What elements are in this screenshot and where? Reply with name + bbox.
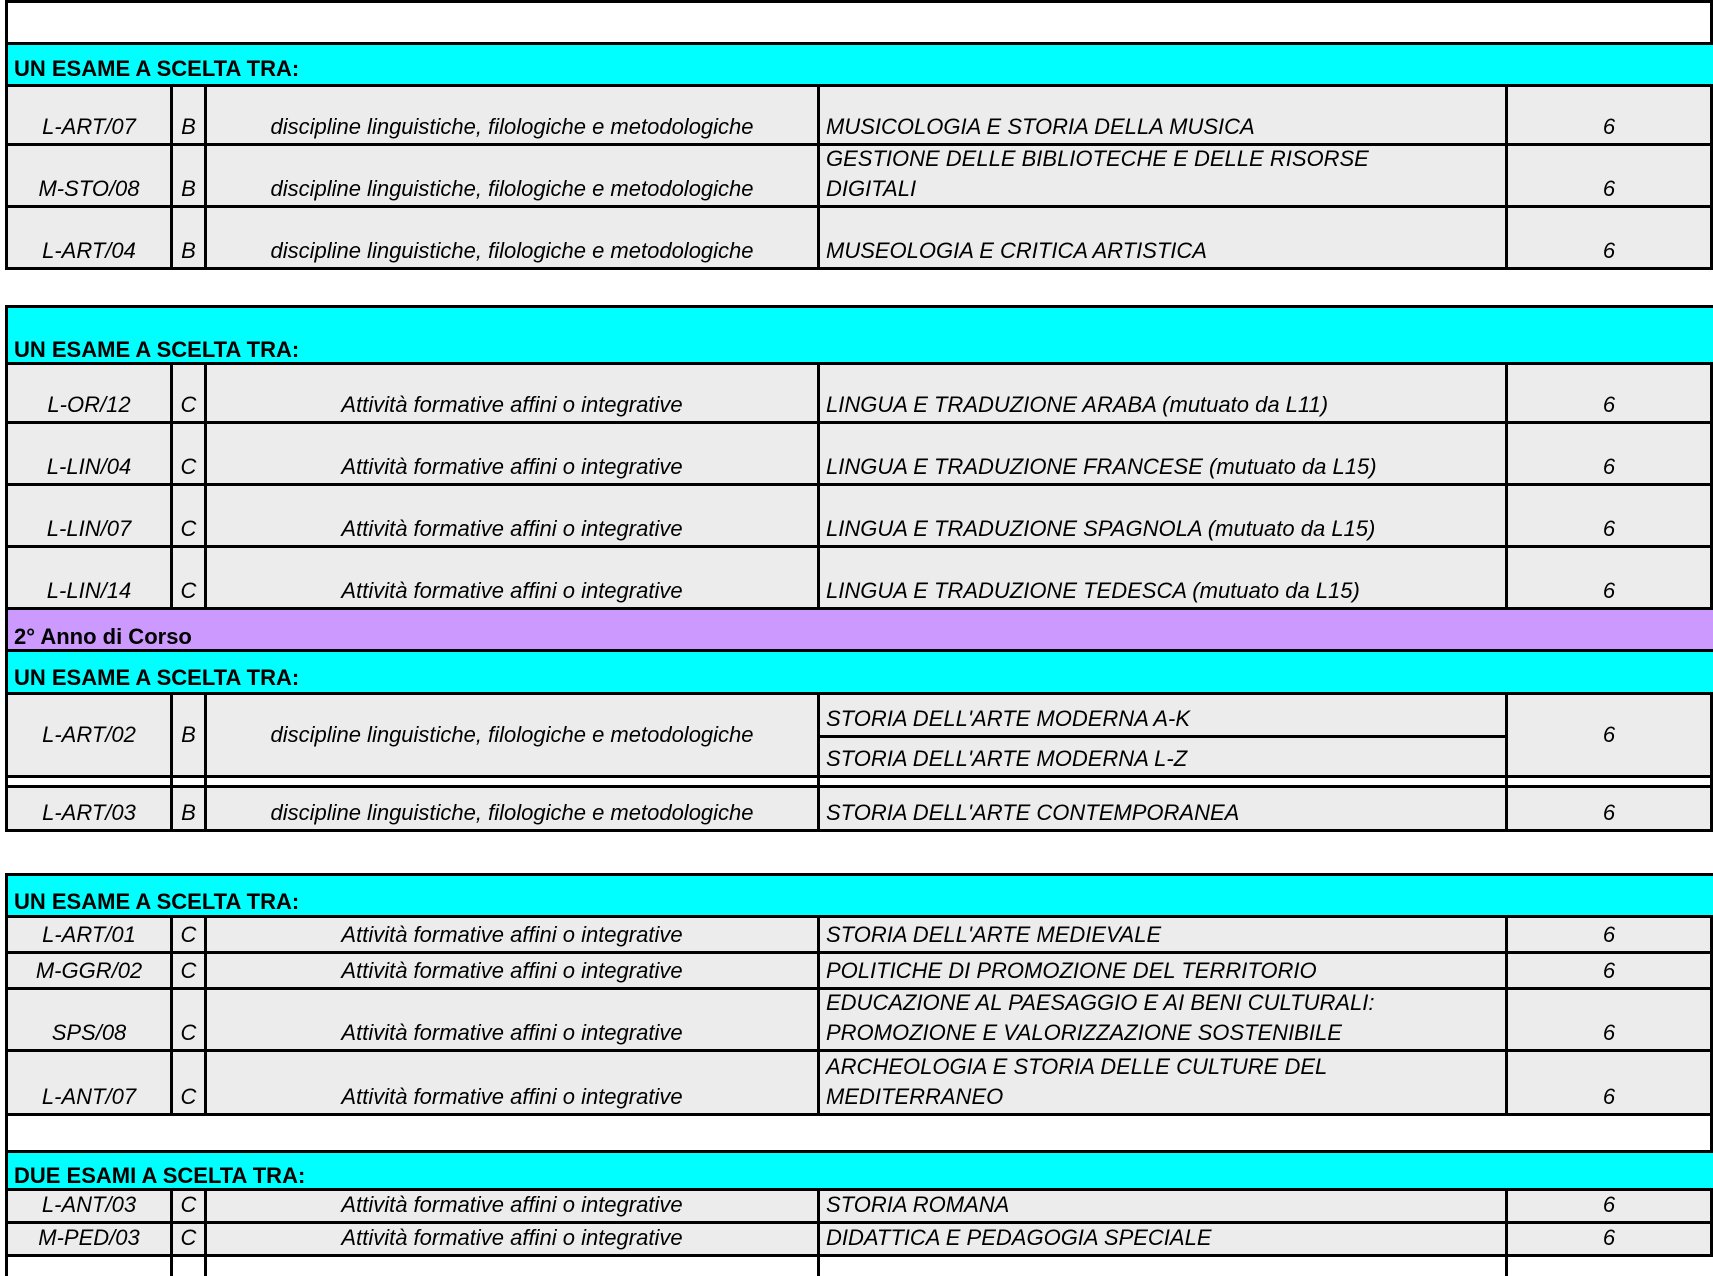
type-cell: C: [170, 1224, 204, 1257]
section-header: [5, 1150, 1713, 1191]
table-row: [5, 692, 1713, 778]
ssd-code-cell: L-ANT/03: [5, 1191, 170, 1224]
course-cell: STORIA DELL'ARTE MEDIEVALE: [817, 918, 1505, 954]
area-cell: Attività formative affini o integrative: [204, 954, 817, 990]
section-header: [5, 873, 1713, 917]
type-cell: B: [170, 788, 204, 832]
cfu-cell: 6: [1505, 1191, 1713, 1224]
cfu-cell: 6: [1505, 548, 1713, 610]
course-cell: LINGUA E TRADUZIONE ARABA (mutuato da L11): [817, 365, 1505, 424]
course-cell: ARCHEOLOGIA E STORIA DELLE CULTURE DEL MEDITERRANEO: [817, 1052, 1505, 1116]
ssd-code-cell: L-LIN/04: [5, 424, 170, 486]
course-cell: DIDATTICA E PEDAGOGIA SPECIALE: [817, 1224, 1505, 1257]
area-cell: Attività formative affini o integrative: [204, 918, 817, 954]
type-cell: B: [170, 146, 204, 208]
area-cell: discipline linguistiche, filologiche e metodologiche: [204, 208, 817, 270]
ssd-code-cell: L-ART/02: [5, 695, 170, 778]
year-header: [5, 607, 1713, 652]
area-cell: Attività formative affini o integrative: [204, 365, 817, 424]
cfu-cell: 6: [1505, 918, 1713, 954]
ssd-code-cell: M-PED/03: [5, 1224, 170, 1257]
table-row: [5, 548, 1713, 610]
course-cell: POLITICHE DI PROMOZIONE DEL TERRITORIO: [817, 954, 1505, 990]
table-row: [5, 1052, 1713, 1116]
course-cell: STORIA DELL'ARTE MODERNA A-K: [817, 695, 1505, 738]
area-cell: discipline linguistiche, filologiche e metodologiche: [204, 695, 817, 778]
cfu-cell: 6: [1505, 1052, 1713, 1116]
cfu-cell: 6: [1505, 695, 1713, 778]
area-cell: Attività formative affini o integrative: [204, 1191, 817, 1224]
table-row: [5, 1188, 1713, 1224]
table-row: [5, 208, 1713, 270]
section-header-label: UN ESAME A SCELTA TRA:: [14, 56, 300, 81]
cfu-cell: 6: [1505, 146, 1713, 208]
section-header-label: DUE ESAMI A SCELTA TRA:: [14, 1163, 306, 1188]
ssd-code-cell: L-LIN/07: [5, 486, 170, 548]
blank-row: [5, 0, 1713, 42]
area-cell: Attività formative affini o integrative: [204, 1052, 817, 1116]
table-row: [5, 1224, 1713, 1257]
type-cell: C: [170, 954, 204, 990]
year-header-label: 2° Anno di Corso: [14, 624, 192, 649]
course-cell: MUSICOLOGIA E STORIA DELLA MUSICA: [817, 87, 1505, 146]
ssd-code-cell: L-ART/07: [5, 87, 170, 146]
course-cell: STORIA DELL'ARTE MODERNA L-Z: [817, 738, 1505, 778]
ssd-code-cell: L-ART/04: [5, 208, 170, 270]
blank-row: [5, 1116, 1713, 1152]
type-cell: C: [170, 918, 204, 954]
table-row: [5, 915, 1713, 954]
ssd-code-cell: L-ART/03: [5, 788, 170, 832]
type-cell: C: [170, 486, 204, 548]
course-cell: LINGUA E TRADUZIONE TEDESCA (mutuato da L15): [817, 548, 1505, 610]
area-cell: Attività formative affini o integrative: [204, 990, 817, 1052]
table-row: [5, 486, 1713, 548]
cfu-cell: 6: [1505, 87, 1713, 146]
cfu-cell: 6: [1505, 788, 1713, 832]
course-cell: LINGUA E TRADUZIONE SPAGNOLA (mutuato da L15): [817, 486, 1505, 548]
section-header-label: UN ESAME A SCELTA TRA:: [14, 665, 300, 690]
type-cell: C: [170, 365, 204, 424]
course-cell: EDUCAZIONE AL PAESAGGIO E AI BENI CULTURALI: PROMOZIONE E VALORIZZAZIONE SOSTENIBILE: [817, 990, 1505, 1052]
table-row: [5, 84, 1713, 146]
cfu-cell: 6: [1505, 424, 1713, 486]
cfu-cell: 6: [1505, 365, 1713, 424]
course-cell: STORIA DELL'ARTE CONTEMPORANEA: [817, 788, 1505, 832]
area-cell: Attività formative affini o integrative: [204, 1224, 817, 1257]
type-cell: C: [170, 1191, 204, 1224]
table-row: [5, 788, 1713, 832]
type-cell: B: [170, 695, 204, 778]
type-cell: B: [170, 208, 204, 270]
area-cell: Attività formative affini o integrative: [204, 486, 817, 548]
area-cell: discipline linguistiche, filologiche e metodologiche: [204, 788, 817, 832]
ssd-code-cell: L-ART/01: [5, 918, 170, 954]
course-cell: MUSEOLOGIA E CRITICA ARTISTICA: [817, 208, 1505, 270]
cfu-cell: 6: [1505, 990, 1713, 1052]
type-cell: C: [170, 990, 204, 1052]
area-cell: discipline linguistiche, filologiche e metodologiche: [204, 87, 817, 146]
section-header-label: UN ESAME A SCELTA TRA:: [14, 337, 300, 362]
cfu-cell: 6: [1505, 208, 1713, 270]
section-header-label: UN ESAME A SCELTA TRA:: [14, 889, 300, 914]
ssd-code-cell: L-OR/12: [5, 365, 170, 424]
spacer-row: [5, 778, 1713, 788]
ssd-code-cell: SPS/08: [5, 990, 170, 1052]
table-row: [5, 362, 1713, 424]
course-cell: STORIA ROMANA: [817, 1191, 1505, 1224]
area-cell: discipline linguistiche, filologiche e metodologiche: [204, 146, 817, 208]
course-cell: GESTIONE DELLE BIBLIOTECHE E DELLE RISORSE DIGITALI: [817, 146, 1505, 208]
section-header: [5, 649, 1713, 693]
ssd-code-cell: L-ANT/07: [5, 1052, 170, 1116]
partial-row: [5, 1257, 1713, 1276]
course-cell: LINGUA E TRADUZIONE FRANCESE (mutuato da L15): [817, 424, 1505, 486]
table-row: [5, 424, 1713, 486]
ssd-code-cell: M-GGR/02: [5, 954, 170, 990]
cfu-cell: 6: [1505, 1224, 1713, 1257]
table-row: [5, 146, 1713, 208]
table-row: [5, 954, 1713, 990]
type-cell: C: [170, 548, 204, 610]
area-cell: Attività formative affini o integrative: [204, 424, 817, 486]
section-header: [5, 305, 1713, 365]
type-cell: C: [170, 424, 204, 486]
cfu-cell: 6: [1505, 954, 1713, 990]
ssd-code-cell: M-STO/08: [5, 146, 170, 208]
table-row: [5, 990, 1713, 1052]
type-cell: B: [170, 87, 204, 146]
ssd-code-cell: L-LIN/14: [5, 548, 170, 610]
cfu-cell: 6: [1505, 486, 1713, 548]
section-header: [5, 42, 1713, 84]
type-cell: C: [170, 1052, 204, 1116]
area-cell: Attività formative affini o integrative: [204, 548, 817, 610]
